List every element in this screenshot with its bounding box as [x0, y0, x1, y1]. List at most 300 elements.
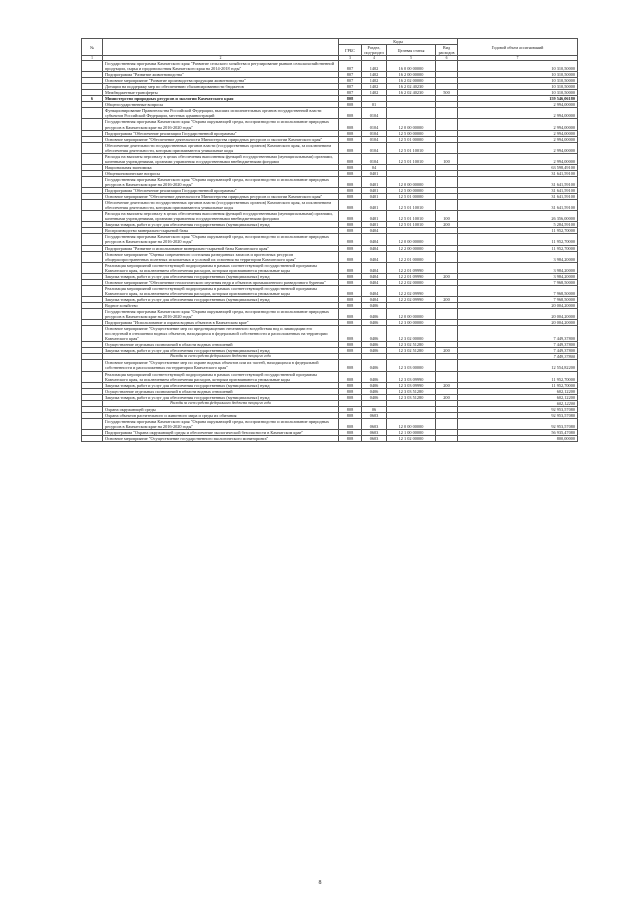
row-razdel: 0406: [362, 348, 387, 354]
row-target-article: 12 5 01 10010: [387, 200, 436, 211]
row-num: [82, 176, 103, 187]
row-grbs: 808: [339, 245, 362, 251]
row-name: Закупка товаров, работ и услуг для обеспечения государственных (муниципальных) нужд: [103, 296, 339, 302]
row-target-article: 16 2 02 40230: [387, 84, 436, 90]
row-name: Подпрограмма "Использование и охрана водных объектов в Камчатском крае": [103, 320, 339, 326]
row-name: Расходы за счет средств федерального бюджета текущего года: [103, 354, 339, 360]
row-amount: 7 449,37800: [458, 348, 578, 354]
row-name: Подпрограмма "Развитие животноводства": [103, 72, 339, 78]
row-amount: 10 310,50000: [458, 84, 578, 90]
row-amount: 2 994,00000: [458, 108, 578, 119]
row-name: Государственная программа Камчатского края "Охрана окружающей среды, воспроизводство и использование природных ресурсов в Камчатском крае на 2016-2020 годы": [103, 309, 339, 320]
row-razdel: 06: [362, 406, 387, 412]
row-target-article: 12 3 03 00000: [387, 360, 436, 371]
row-grbs: 808: [339, 222, 362, 228]
row-expense-type: [436, 309, 458, 320]
row-grbs: 808: [339, 382, 362, 388]
row-amount: 2 994,00000: [458, 130, 578, 136]
table-row: [82, 360, 578, 371]
row-name: Основное мероприятие "Обеспечение деятельности Министерства природных ресурсов и экологии Камчатского края": [103, 194, 339, 200]
row-grbs: 808: [339, 371, 362, 382]
row-name: Министерство природных ресурсов и экологии Камчатского края: [103, 96, 339, 102]
row-target-article: 12 2 02 09990: [387, 285, 436, 296]
row-target-article: 12 5 00 00000: [387, 188, 436, 194]
row-num: [82, 418, 103, 429]
row-target-article: 12 0 00 00000: [387, 309, 436, 320]
row-grbs: 808: [339, 273, 362, 279]
row-expense-type: [436, 108, 458, 119]
row-amount: 800,00000: [458, 436, 578, 442]
row-amount: 12 554,82200: [458, 360, 578, 371]
budget-table: [81, 38, 578, 442]
row-amount: 92 953,57080: [458, 418, 578, 429]
row-name: Охрана окружающей среды: [103, 406, 339, 412]
row-amount: 10 310,50000: [458, 90, 578, 96]
row-name: Основное мероприятие "Осуществление мер по предотвращению негативного воздействия вод и ликвидации его последствий в отношении водных объектов, находящихся в федеральной собственности и расположенных на территории Камчатского края": [103, 326, 339, 342]
row-expense-type: [436, 285, 458, 296]
row-razdel: 0603: [362, 418, 387, 429]
row-amount: 11 952,70000: [458, 228, 578, 234]
row-razdel: 0603: [362, 430, 387, 436]
row-name: Основное мероприятие "Осуществление государственного экологического мониторинга": [103, 436, 339, 442]
row-expense-type: [436, 262, 458, 273]
table-row: [82, 418, 578, 429]
row-grbs: 807: [339, 72, 362, 78]
row-target-article: 12 2 01 09990: [387, 273, 436, 279]
row-grbs: 808: [339, 200, 362, 211]
row-grbs: 808: [339, 296, 362, 302]
row-razdel: 0404: [362, 234, 387, 245]
row-name: Основное мероприятие "Обеспечение геологического изучения недр и объектов промышленного разведочного бурения": [103, 279, 339, 285]
row-razdel: 0104: [362, 108, 387, 119]
row-grbs: 807: [339, 61, 362, 72]
row-target-article: 16 0 00 00000: [387, 61, 436, 72]
row-amount: 20 004,20000: [458, 309, 578, 320]
row-razdel: 1402: [362, 84, 387, 90]
row-name: Общеэкономические вопросы: [103, 170, 339, 176]
row-amount: 3 984,20000: [458, 273, 578, 279]
row-amount: 7 968,50000: [458, 285, 578, 296]
row-target-article: 16 2 00 00000: [387, 72, 436, 78]
row-name: Расходы на выплаты персоналу в целях обеспечения выполнения функций государственными (муниципальными) органами, казенными учреждениями, органами управления государственными внебюджетными фондами: [103, 153, 339, 164]
row-name: Подпрограмма "Обеспечение реализации Государственной программы": [103, 130, 339, 136]
row-name: Осуществление отдельных полномочий в области водных отношений: [103, 342, 339, 348]
row-grbs: 807: [339, 78, 362, 84]
row-grbs: 808: [339, 262, 362, 273]
row-amount: 5 284,59100: [458, 222, 578, 228]
row-target-article: 12 2 00 00000: [387, 245, 436, 251]
row-name: Основное мероприятие "Развитие производства продукции животноводства": [103, 78, 339, 84]
row-grbs: 808: [339, 108, 362, 119]
row-num: [82, 285, 103, 296]
table-row: [82, 371, 578, 382]
row-name: Реализация мероприятий соответствующей подпрограммы в рамках соответствующей государственной программы Камчатского края, за исключением обеспечения расходов, которым присваиваются уникальные коды: [103, 371, 339, 382]
row-expense-type: [436, 234, 458, 245]
row-expense-type: 100: [436, 153, 458, 164]
header-sum: Годовой объем ассигнований: [458, 39, 578, 56]
table-row: [82, 142, 578, 153]
row-amount: 11 952,70000: [458, 234, 578, 245]
row-razdel: 0404: [362, 245, 387, 251]
row-razdel: 0603: [362, 412, 387, 418]
row-name: Закупка товаров, работ и услуг для обеспечения государственных (муниципальных) нужд: [103, 348, 339, 354]
row-amount: 10 310,50000: [458, 61, 578, 72]
row-grbs: 808: [339, 153, 362, 164]
row-target-article: 12 3 00 00000: [387, 320, 436, 326]
row-razdel: 0404: [362, 262, 387, 273]
table-row: [82, 436, 578, 442]
header-codes: Коды: [339, 39, 458, 45]
row-razdel: 1402: [362, 78, 387, 84]
row-name: Осуществление отдельных полномочий в области водных отношений: [103, 388, 339, 394]
row-target-article: 12 3 03 51280: [387, 394, 436, 400]
table-row: [82, 176, 578, 187]
row-target-article: 12 3 03 51280: [387, 388, 436, 394]
row-target-article: 12 2 01 00000: [387, 251, 436, 262]
row-num: [82, 119, 103, 130]
table-row: [82, 309, 578, 320]
row-num: [82, 211, 103, 222]
row-name: Национальная экономика: [103, 164, 339, 170]
row-amount: 7 968,50000: [458, 279, 578, 285]
row-num: [82, 436, 103, 442]
row-razdel: 0406: [362, 309, 387, 320]
row-razdel: 0406: [362, 326, 387, 342]
row-razdel: 0401: [362, 222, 387, 228]
row-razdel: 0104: [362, 142, 387, 153]
row-target-article: 12 3 02 00000: [387, 326, 436, 342]
row-grbs: 808: [339, 326, 362, 342]
row-name: Воспроизводство минерально-сырьевой базы: [103, 228, 339, 234]
row-num: [82, 61, 103, 72]
row-num: 6: [82, 96, 103, 102]
row-amount: 602,12200: [458, 394, 578, 400]
row-target-article: 12 5 01 00000: [387, 136, 436, 142]
table-row: [82, 119, 578, 130]
row-amount: 20 004,20000: [458, 302, 578, 308]
row-name: Водное хозяйство: [103, 302, 339, 308]
row-num: [82, 142, 103, 153]
row-razdel: 04: [362, 164, 387, 170]
row-amount: 159 546,06180: [458, 96, 578, 102]
row-expense-type: [436, 418, 458, 429]
row-grbs: 808: [339, 342, 362, 348]
table-row: [82, 326, 578, 342]
row-razdel: 0401: [362, 176, 387, 187]
row-expense-type: 200: [436, 394, 458, 400]
row-amount: 2 994,00000: [458, 142, 578, 153]
row-expense-type: 200: [436, 296, 458, 302]
row-amount: 2 994,00000: [458, 136, 578, 142]
row-amount: 26 356,00000: [458, 211, 578, 222]
row-grbs: 808: [339, 418, 362, 429]
row-amount: 7 449,37800: [458, 326, 578, 342]
row-razdel: 0401: [362, 211, 387, 222]
column-index: 2: [103, 56, 339, 61]
row-name: Общегосударственные вопросы: [103, 102, 339, 108]
row-target-article: 12 3 03 09990: [387, 371, 436, 382]
table-row: [82, 251, 578, 262]
row-grbs: 808: [339, 309, 362, 320]
row-target-article: 12 0 00 00000: [387, 119, 436, 130]
row-num: [82, 108, 103, 119]
row-amount: 2 994,00000: [458, 119, 578, 130]
row-target-article: 12 5 01 10010: [387, 211, 436, 222]
row-expense-type: 100: [436, 211, 458, 222]
table-row: [82, 61, 578, 72]
page-number: 8: [318, 880, 322, 886]
row-amount: 56 935,47080: [458, 430, 578, 436]
row-razdel: 0104: [362, 119, 387, 130]
row-target-article: 12 5 01 00000: [387, 194, 436, 200]
row-num: [82, 200, 103, 211]
row-razdel: 0404: [362, 228, 387, 234]
row-amount: 11 952,70000: [458, 371, 578, 382]
row-amount: 11 952,70000: [458, 245, 578, 251]
row-name: Расходы за счет средств федерального бюджета текущего года: [103, 400, 339, 406]
row-grbs: 808: [339, 102, 362, 108]
column-index: 5: [387, 56, 436, 61]
row-grbs: 807: [339, 90, 362, 96]
row-grbs: 808: [339, 234, 362, 245]
row-grbs: 808: [339, 130, 362, 136]
row-expense-type: [436, 119, 458, 130]
header-razdel: Раздел, под-раздел: [362, 45, 387, 56]
column-index: 4: [362, 56, 387, 61]
row-grbs: 808: [339, 142, 362, 153]
row-name: Дотации на поддержку мер по обеспечению сбалансированности бюджетов: [103, 84, 339, 90]
row-grbs: 808: [339, 176, 362, 187]
row-amount: 10 310,50000: [458, 72, 578, 78]
row-amount: 10 310,50000: [458, 78, 578, 84]
row-grbs: 808: [339, 302, 362, 308]
row-amount: 3 984,20000: [458, 251, 578, 262]
row-razdel: 0406: [362, 302, 387, 308]
row-razdel: 0406: [362, 371, 387, 382]
row-num: [82, 251, 103, 262]
row-amount: 31 641,59100: [458, 200, 578, 211]
row-grbs: 808: [339, 394, 362, 400]
row-num: [82, 309, 103, 320]
row-name: Обеспечение деятельности государственных органов власти (государственных органов) Камчатского края, за исключением обеспечения деятельности, которым присваиваются уникальные коды: [103, 200, 339, 211]
row-grbs: 808: [339, 228, 362, 234]
row-expense-type: [436, 326, 458, 342]
row-grbs: 808: [339, 211, 362, 222]
row-expense-type: [436, 61, 458, 72]
row-razdel: 0401: [362, 200, 387, 211]
row-expense-type: [436, 251, 458, 262]
row-name: Подпрограмма "Охрана окружающей среды и обеспечение экологической безопасности в Камчатском крае": [103, 430, 339, 436]
row-grbs: 807: [339, 84, 362, 90]
row-expense-type: 500: [436, 90, 458, 96]
row-grbs: 808: [339, 96, 362, 102]
row-num: [82, 326, 103, 342]
row-name: Охрана объектов растительного и животного мира и среды их обитания: [103, 412, 339, 418]
row-num: [82, 262, 103, 273]
row-name: Межбюджетные трансферты: [103, 90, 339, 96]
row-razdel: 0401: [362, 188, 387, 194]
row-razdel: 0404: [362, 279, 387, 285]
row-razdel: 0603: [362, 436, 387, 442]
row-num: [82, 234, 103, 245]
row-target-article: 12 0 00 00000: [387, 418, 436, 429]
row-amount: 7 449,37800: [458, 342, 578, 348]
table-row: [82, 108, 578, 119]
row-name: Основное мероприятие "Осуществление мер по охране водных объектов или их частей, находящихся в федеральной собственности и расположенных на территории Камчатского края": [103, 360, 339, 371]
row-expense-type: 200: [436, 382, 458, 388]
row-razdel: 0406: [362, 360, 387, 371]
header-name: [103, 39, 339, 56]
row-name: Основное мероприятие "Обеспечение деятельности Министерства природных ресурсов и экологии Камчатского края": [103, 136, 339, 142]
row-razdel: 1402: [362, 72, 387, 78]
row-amount: 31 641,59100: [458, 170, 578, 176]
row-grbs: 808: [339, 279, 362, 285]
row-name: Государственная программа Камчатского края "Охрана окружающей среды, воспроизводство и использование природных ресурсов в Камчатском крае на 2016-2020 годы": [103, 176, 339, 187]
row-razdel: 01: [362, 102, 387, 108]
row-target-article: 12 3 03 09990: [387, 382, 436, 388]
row-amount: 31 641,59100: [458, 176, 578, 187]
row-razdel: 1402: [362, 61, 387, 72]
header-cs: Целевая статья: [387, 45, 436, 56]
row-razdel: 0404: [362, 251, 387, 262]
row-razdel: 0401: [362, 194, 387, 200]
row-grbs: 808: [339, 188, 362, 194]
row-amount: 2 994,00000: [458, 102, 578, 108]
row-amount: 7 449,37800: [458, 354, 578, 360]
row-name: Реализация мероприятий соответствующей подпрограммы в рамках соответствующей государственной программы Камчатского края, за исключением обеспечения расходов, которым присваиваются уникальные коды: [103, 262, 339, 273]
row-num: [82, 371, 103, 382]
row-name: Государственная программа Камчатского края "Охрана окружающей среды, воспроизводство и использование природных ресурсов в Камчатском крае на 2016-2020 годы": [103, 119, 339, 130]
row-grbs: 808: [339, 194, 362, 200]
row-grbs: 808: [339, 251, 362, 262]
row-grbs: 808: [339, 412, 362, 418]
column-index: 1: [82, 56, 103, 61]
table-row: [82, 234, 578, 245]
row-name: Подпрограмма "Обеспечение реализации Государственной программы": [103, 188, 339, 194]
row-grbs: 808: [339, 360, 362, 371]
row-target-article: 12 2 02 00000: [387, 279, 436, 285]
row-grbs: 808: [339, 164, 362, 170]
row-amount: 92 953,57080: [458, 412, 578, 418]
row-amount: 31 641,59100: [458, 188, 578, 194]
header-grbs: ГРБС: [339, 45, 362, 56]
column-index: 6: [436, 56, 458, 61]
row-amount: 20 004,20000: [458, 320, 578, 326]
row-grbs: 808: [339, 406, 362, 412]
row-num: [82, 360, 103, 371]
row-target-article: 12 1 00 00000: [387, 430, 436, 436]
row-razdel: 0404: [362, 273, 387, 279]
row-expense-type: [436, 176, 458, 187]
row-grbs: 808: [339, 119, 362, 130]
row-expense-type: [436, 360, 458, 371]
row-target-article: 12 3 02 51280: [387, 348, 436, 354]
row-name: Закупка товаров, работ и услуг для обеспечения государственных (муниципальных) нужд: [103, 382, 339, 388]
row-name: Основное мероприятие "Оценка современного состояния разведанных запасов и прогнозных ресурсов общераспространенных полезных ископаемых и условий их освоения на территории Камчатского края": [103, 251, 339, 262]
table-row: [82, 285, 578, 296]
table-row: [82, 262, 578, 273]
row-razdel: 0401: [362, 170, 387, 176]
row-name: Закупка товаров, работ и услуг для обеспечения государственных (муниципальных) нужд: [103, 222, 339, 228]
header-num: №: [82, 39, 103, 56]
row-amount: 11 952,70000: [458, 382, 578, 388]
row-name: Закупка товаров, работ и услуг для обеспечения государственных (муниципальных) нужд: [103, 273, 339, 279]
row-target-article: 12 5 01 10010: [387, 222, 436, 228]
row-grbs: 808: [339, 436, 362, 442]
row-grbs: 808: [339, 388, 362, 394]
row-razdel: 0406: [362, 382, 387, 388]
row-name: Государственная программа Камчатского края "Охрана окружающей среды, воспроизводство и использование природных ресурсов в Камчатском крае на 2016-2020 годы": [103, 418, 339, 429]
row-expense-type: 200: [436, 222, 458, 228]
table-body: [82, 61, 578, 442]
row-amount: 31 641,59100: [458, 194, 578, 200]
row-razdel: 0104: [362, 153, 387, 164]
row-razdel: 0404: [362, 296, 387, 302]
row-grbs: 808: [339, 170, 362, 176]
row-razdel: 0406: [362, 320, 387, 326]
row-target-article: 12 5 01 10010: [387, 153, 436, 164]
row-razdel: 0406: [362, 394, 387, 400]
row-expense-type: [436, 436, 458, 442]
row-razdel: 0104: [362, 136, 387, 142]
table-row: [82, 211, 578, 222]
row-name: Закупка товаров, работ и услуг для обеспечения государственных (муниципальных) нужд: [103, 394, 339, 400]
row-razdel: 0104: [362, 130, 387, 136]
row-num: [82, 153, 103, 164]
row-expense-type: 200: [436, 348, 458, 354]
row-name: Государственная программа Камчатского края "Охрана окружающей среды, воспроизводство и использование природных ресурсов в Камчатском крае на 2016-2020 годы": [103, 234, 339, 245]
row-amount: 2 994,00000: [458, 153, 578, 164]
row-expense-type: [436, 200, 458, 211]
row-grbs: 808: [339, 348, 362, 354]
row-amount: 7 968,50000: [458, 296, 578, 302]
row-amount: 602,12200: [458, 388, 578, 394]
row-name: Государственная программа Камчатского края "Развитие сельского хозяйства и регулирование рынков сельскохозяйственной продукции, сырья и продовольствия Камчатского края на 2014-2018 годы": [103, 61, 339, 72]
column-index: 7: [458, 56, 578, 61]
row-target-article: 12 0 00 00000: [387, 234, 436, 245]
row-razdel: 0406: [362, 388, 387, 394]
row-target-article: 12 5 01 10010: [387, 142, 436, 153]
table-header: [82, 39, 578, 61]
row-target-article: 12 2 01 09990: [387, 262, 436, 273]
row-amount: 92 953,57080: [458, 406, 578, 412]
row-target-article: 16 2 02 40230: [387, 90, 436, 96]
row-expense-type: [436, 142, 458, 153]
row-grbs: 808: [339, 320, 362, 326]
row-name: Подпрограмма "Развитие и использование минерально-сырьевой базы Камчатского края": [103, 245, 339, 251]
row-target-article: [387, 108, 436, 119]
row-grbs: 808: [339, 136, 362, 142]
row-razdel: 0406: [362, 342, 387, 348]
row-name: Функционирование Правительства Российской Федерации, высших исполнительных органов государственной власти субъектов Российской Федерации, местных администраций: [103, 108, 339, 119]
table-row: [82, 200, 578, 211]
row-amount: 602,12200: [458, 400, 578, 406]
row-target-article: 16 2 02 00000: [387, 78, 436, 84]
table-row: [82, 153, 578, 164]
row-name: Реализация мероприятий соответствующей подпрограммы в рамках соответствующей государственной программы Камчатского края, за исключением обеспечения расходов, которым присваиваются уникальные коды: [103, 285, 339, 296]
row-amount: 63 598,49100: [458, 164, 578, 170]
row-grbs: 808: [339, 285, 362, 296]
row-target-article: 12 1 02 00000: [387, 436, 436, 442]
row-expense-type: 200: [436, 273, 458, 279]
row-razdel: 0404: [362, 285, 387, 296]
row-target-article: 12 0 00 00000: [387, 176, 436, 187]
row-amount: 3 984,20000: [458, 262, 578, 273]
row-name: Расходы на выплаты персоналу в целях обеспечения выполнения функций государственными (муниципальными) органами, казенными учреждениями, органами управления государственными внебюджетными фондами: [103, 211, 339, 222]
row-razdel: 1402: [362, 90, 387, 96]
budget-table-sheet: [81, 38, 577, 442]
row-grbs: 808: [339, 430, 362, 436]
